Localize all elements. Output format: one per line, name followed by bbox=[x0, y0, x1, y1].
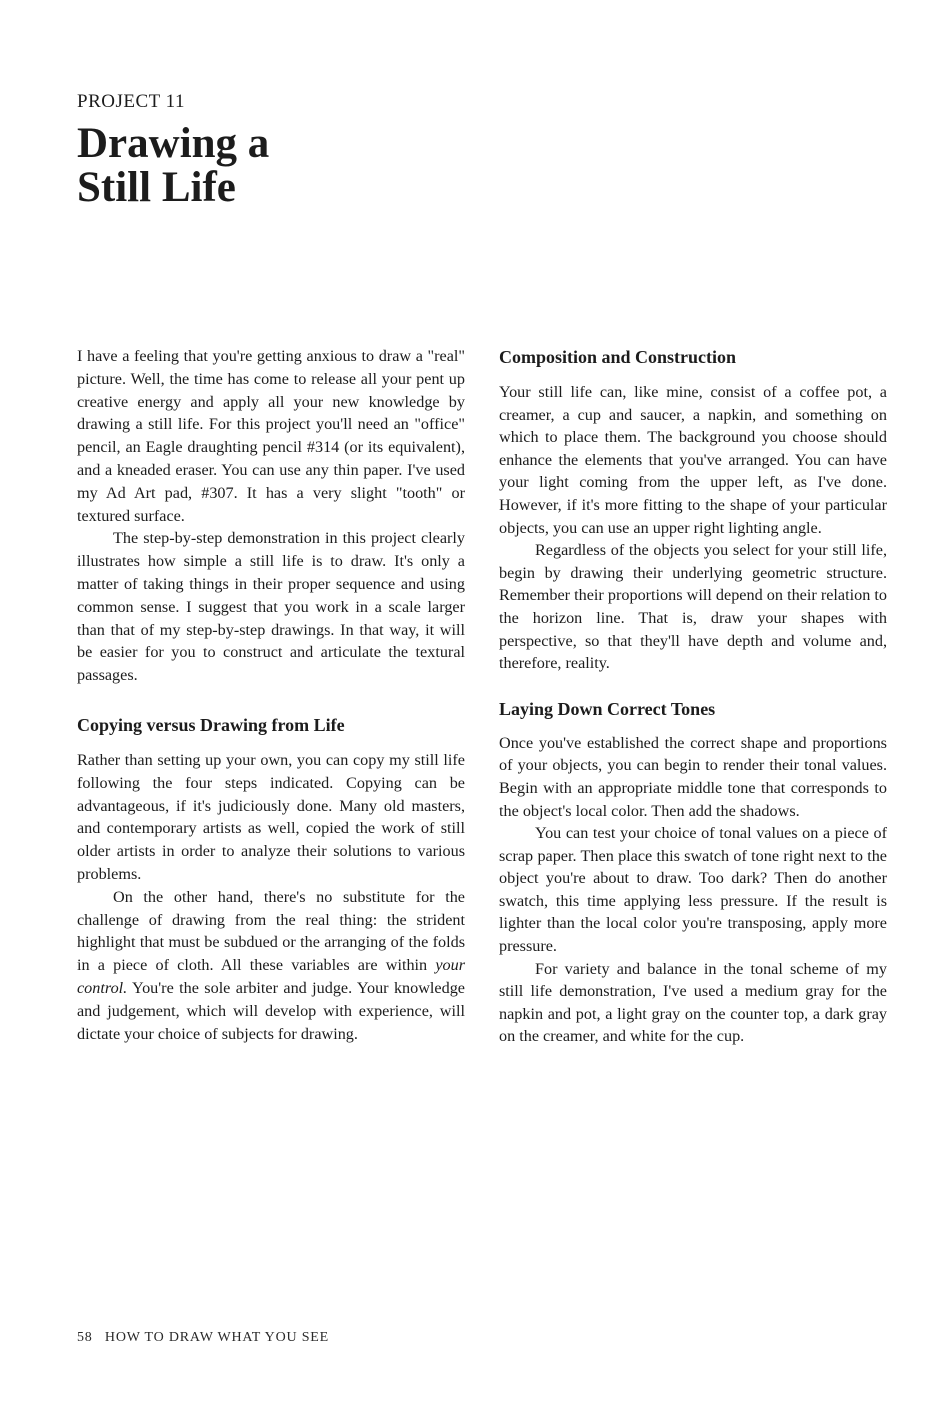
composition-paragraph-2: Regardless of the objects you select for your still life, begin by drawing their underlying geometric structure. Remember their proportions will depend on their relation to the horizon line. That is, draw your shapes with perspective, so that they'll have depth and volume and, therefore, reality. bbox=[499, 541, 887, 673]
page-title bbox=[77, 122, 477, 210]
intro-paragraph-1: I have a feeling that you're getting anxious to draw a "real" picture. Well, the time has come to release all your pent up creative energy and apply all your new knowledge by drawing a still life. For this project you'll need an "office" pencil, an Eagle draughting pencil #314 (or its equivalent), and a kneaded eraser. You can use any thin paper. I've used my Ad Art pad, #307. It has a very slight "tooth" or textured surface. bbox=[77, 347, 465, 525]
copying-paragraph-2 bbox=[77, 886, 465, 1046]
copying-paragraph-2-text-a: On the other hand, there's no substitute for the challenge of drawing from the real thing: the strident highlight that must be subdued or the arranging of the folds in a piece of cloth. All these variables are within bbox=[77, 887, 465, 975]
section-heading-copying: Copying versus Drawing from Life bbox=[77, 714, 345, 735]
copying-paragraph-2-emphasis: your control. bbox=[77, 956, 465, 997]
running-footer-title: HOW TO DRAW WHAT YOU SEE bbox=[104, 1330, 329, 1345]
title-line-1: Drawing a bbox=[77, 120, 270, 167]
composition-paragraph-1: Your still life can, like mine, consist of a coffee pot, a creamer, a cup and saucer, a napkin, and something on which to place them. The background you choose should enhance the elements that you've arranged. You can have your light coming from the upper left, as I've done. However, if it's more fitting to the shape of your particular objects, you can use an upper right lighting angle. bbox=[499, 383, 887, 537]
section-heading-tones: Laying Down Correct Tones bbox=[499, 698, 716, 719]
right-column bbox=[499, 345, 887, 1048]
section-heading-composition: Composition and Construction bbox=[499, 347, 737, 367]
copying-paragraph-1: Rather than setting up your own, you can copy my still life following the four steps indicated. Copying can be advantageous, if it's judiciously done. Many old masters, and contemporary artists as well, copied the work of still older artists in order to analyze their solutions to various problems. bbox=[77, 750, 465, 883]
page-footer bbox=[77, 1330, 329, 1346]
page-number: 58 bbox=[77, 1330, 93, 1345]
copying-paragraph-2-text-b: You're the sole arbiter and judge. Your knowledge and judgement, which will develop with experience, will dictate your choice of subjects for drawing. bbox=[77, 978, 465, 1043]
intro-paragraph-2: The step-by-step demonstration in this project clearly illustrates how simple a still life is to draw. It's only a matter of taking things in their proper sequence and using common sense. I suggest that you work in a scale larger than that of my step-by-step drawings. In that way, it will be easier for you to construct and articulate the textural passages. bbox=[77, 529, 465, 685]
tones-paragraph-3: For variety and balance in the tonal scheme of my still life demonstration, I've used a medium gray for the napkin and pot, a light gray on the counter top, a dark gray on the creamer, and white for the cup. bbox=[499, 959, 887, 1046]
tones-paragraph-1: Once you've established the correct shape and proportions of your objects, you can begin to render their tonal values. Begin with an appropriate middle tone that corresponds to the object's local color. Then add the shadows. bbox=[499, 733, 887, 820]
page-header bbox=[77, 90, 477, 210]
title-line-2: Still Life bbox=[77, 164, 236, 211]
left-column bbox=[77, 345, 465, 1045]
project-label: PROJECT 11 bbox=[77, 91, 185, 112]
tones-paragraph-2: You can test your choice of tonal values on a piece of scrap paper. Then place this swatch of tone right next to the object you're about to draw. Too dark? Then do another swatch, this time applying less pressure. If the result is lighter than the local color you're transposing, apply more pressure. bbox=[499, 824, 887, 956]
